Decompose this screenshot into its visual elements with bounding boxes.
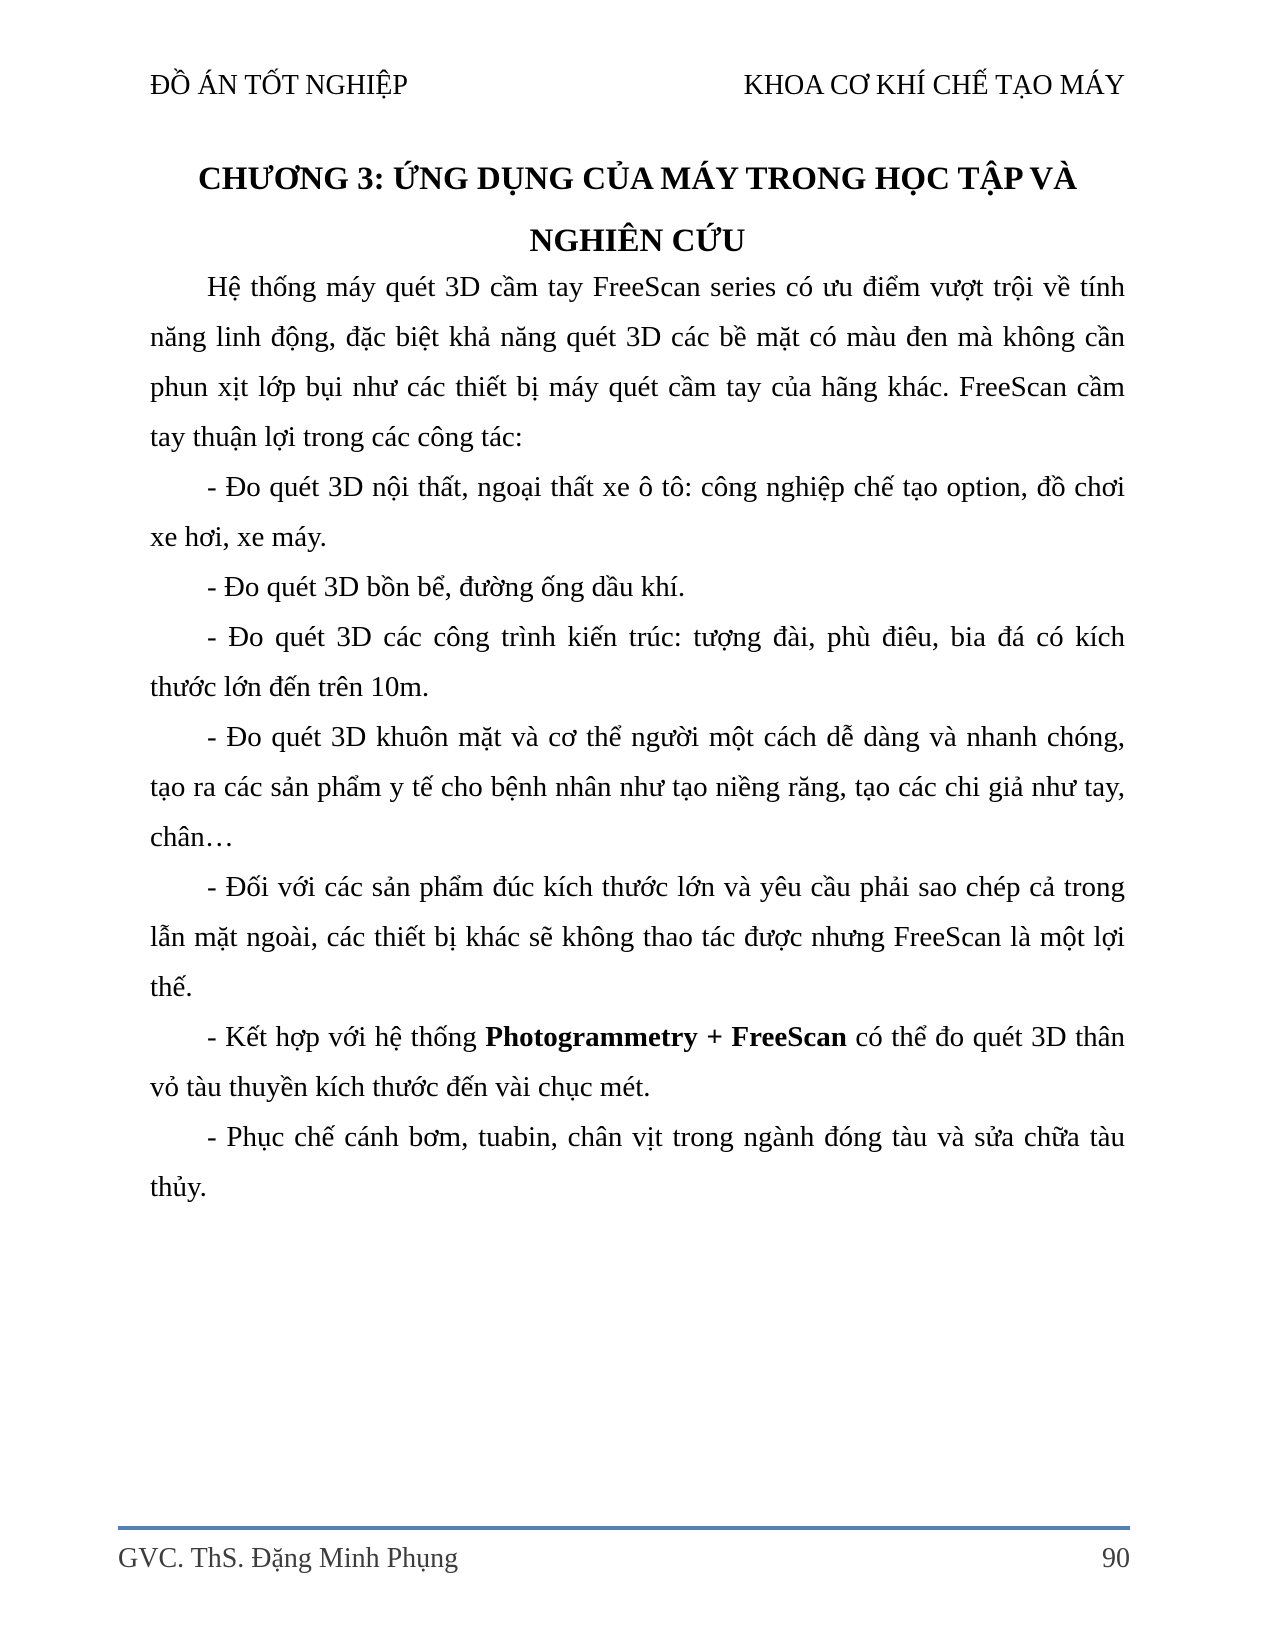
bullet-item (150, 462, 1125, 562)
bullet-text-pre: - Phục chế cánh bơm, tuabin, chân vịt trong ngành đóng tàu và sửa chữa tàu thủy. (150, 1121, 1125, 1203)
bullet-text-pre: - Đối với các sản phẩm đúc kích thước lớn và yêu cầu phải sao chép cả trong lẫn mặt ngoài, các thiết bị khác sẽ không thao tác được nhưng FreeScan là một lợi thế. (150, 871, 1125, 1003)
bullet-text-bold: Photogrammetry + FreeScan (485, 1021, 847, 1053)
bullet-text-pre: - Đo quét 3D bồn bể, đường ống dầu khí. (207, 571, 686, 603)
bullet-text-pre: - Đo quét 3D khuôn mặt và cơ thể người một cách dễ dàng và nhanh chóng, tạo ra các sản phẩm y tế cho bệnh nhân như tạo niềng răng, tạo các chi giả như tay, chân… (150, 721, 1125, 853)
chapter-title-line-1: CHƯƠNG 3: ỨNG DỤNG CỦA MÁY TRONG HỌC TẬP VÀ (197, 161, 1078, 197)
page-footer (118, 1526, 1130, 1576)
bullet-item (150, 612, 1125, 712)
page-header (150, 70, 1125, 102)
bullet-item (150, 562, 1125, 612)
bullet-text-pre: - Đo quét 3D nội thất, ngoại thất xe ô tô: công nghiệp chế tạo option, đồ chơi xe hơi, xe máy. (150, 471, 1125, 553)
footer-page-number: 90 (1102, 1543, 1130, 1574)
bullet-text-pre: - Kết hợp với hệ thống (207, 1021, 486, 1053)
footer-rule (118, 1526, 1130, 1530)
header-right-text: KHOA CƠ KHÍ CHẾ TẠO MÁY (743, 70, 1125, 101)
bullet-item (150, 862, 1125, 1012)
bullet-text-post: có thể đo quét 3D thân vỏ tàu thuyền kích thước đến vài chục mét. (150, 1021, 1126, 1103)
header-left-text: ĐỒ ÁN TỐT NGHIỆP (150, 70, 408, 101)
body-text (150, 262, 1125, 1212)
bullet-item (150, 1112, 1125, 1212)
chapter-title-line-2: NGHIÊN CỨU (529, 223, 746, 259)
intro-paragraph: Hệ thống máy quét 3D cầm tay FreeScan series có ưu điểm vượt trội về tính năng linh động, đặc biệt khả năng quét 3D các bề mặt có màu đen mà không cần phun xịt lớp bụi như các thiết bị máy quét cầm tay của hãng khác. FreeScan cầm tay thuận lợi trong các công tác: (150, 271, 1125, 453)
bullet-text-pre: - Đo quét 3D các công trình kiến trúc: tượng đài, phù điêu, bia đá có kích thước lớn đến trên 10m. (150, 621, 1125, 703)
bullet-item (150, 712, 1125, 862)
footer-author: GVC. ThS. Đặng Minh Phụng (118, 1543, 459, 1574)
chapter-title (150, 148, 1125, 272)
bullet-item (150, 1012, 1125, 1112)
footer-row (118, 1542, 1130, 1576)
